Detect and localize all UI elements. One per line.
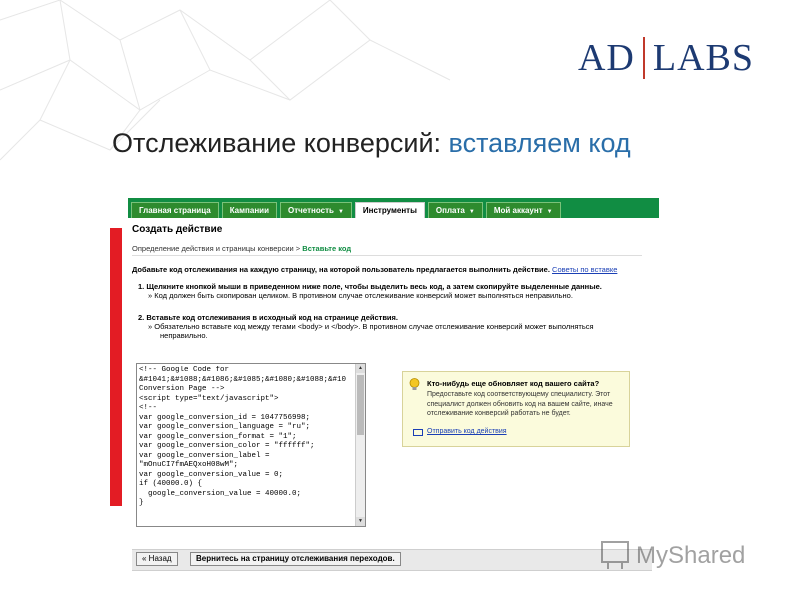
tab-my-account[interactable]: Мой аккаунт ▼ bbox=[486, 202, 561, 218]
scrollbar[interactable] bbox=[355, 364, 365, 526]
intro-text: Добавьте код отслеживания на каждую страницу, на которой пользователь предлагается выполнить действие. Советы по вставке bbox=[132, 265, 618, 274]
adwords-screenshot bbox=[110, 198, 650, 578]
tab-home[interactable]: Главная страница bbox=[131, 202, 219, 218]
chevron-down-icon: ▼ bbox=[546, 209, 553, 215]
step-2 bbox=[138, 313, 594, 340]
scroll-up-icon[interactable]: ▲ bbox=[356, 364, 365, 373]
breadcrumb-current: Вставьте код bbox=[302, 244, 352, 253]
slide-title-main: Отслеживание конверсий: bbox=[112, 128, 442, 158]
envelope-icon bbox=[413, 429, 423, 436]
scroll-down-icon[interactable]: ▼ bbox=[356, 517, 365, 526]
page-title: Создать действие bbox=[132, 224, 223, 235]
scroll-thumb[interactable] bbox=[357, 375, 364, 435]
slide-title bbox=[112, 128, 631, 159]
return-button[interactable]: Вернитесь на страницу отслеживания переходов. bbox=[190, 552, 401, 566]
code-textarea[interactable] bbox=[136, 363, 366, 527]
tracking-code[interactable]: <!-- Google Code for &#1041;&#1088;&#1086;&#1085;&#1080;&#1088;&#10 Conversion Page --> <script type="text/javascript"> <!-- var google_conversion_id = 1047756998; var google_conversion_language = "ru"; var google_conversion_format = "1"; var google_conversion_color = "ffffff"; var google_conversion_label = "mOnuCI7fmAEQxoH08wM"; var google_conversion_value = 0; if (40000.0) { google_conversion_value = 40000.0; } bbox=[139, 366, 347, 507]
step-1-heading: 1. Щелкните кнопкой мыши в приведенном ниже поле, чтобы выделить весь код, а затем скопируйте выделенные данные. bbox=[138, 282, 602, 291]
divider bbox=[132, 255, 642, 256]
tip-text: Предоставьте код соответствующему специалисту. Этот специалист должен обновить код на вашем сайте, иначе отслеживание конверсий работать не будет. bbox=[427, 391, 613, 417]
lightbulb-icon bbox=[409, 378, 420, 392]
tab-campaigns[interactable]: Кампании bbox=[222, 202, 277, 218]
adlabs-logo bbox=[578, 36, 754, 80]
logo-divider bbox=[643, 37, 645, 79]
top-nav bbox=[128, 198, 659, 218]
step-1 bbox=[138, 282, 602, 300]
tips-link[interactable]: Советы по вставке bbox=[552, 265, 618, 274]
logo-right: LABS bbox=[652, 37, 754, 79]
step-1-note: » Код должен быть скопирован целиком. В противном случае отслеживание конверсий может выполняться неправильно. bbox=[148, 291, 573, 300]
chevron-down-icon: ▼ bbox=[337, 209, 344, 215]
step-2-note: » Обязательно вставьте код между тегами <body> и </body>. В противном случае отслеживание конверсий может выполняться bbox=[148, 322, 594, 331]
highlight-bar bbox=[110, 228, 122, 506]
tip-box bbox=[402, 371, 630, 447]
breadcrumb-step1[interactable]: Определение действия и страницы конверсии bbox=[132, 244, 294, 253]
breadcrumb bbox=[132, 244, 351, 253]
tip-title: Кто-нибудь еще обновляет код вашего сайта? bbox=[427, 379, 600, 388]
step-2-heading: 2. Вставьте код отслеживания в исходный код на странице действия. bbox=[138, 313, 399, 322]
send-code-link[interactable]: Отправить код действия bbox=[427, 428, 507, 435]
tab-tools[interactable]: Инструменты bbox=[355, 202, 425, 218]
myshared-watermark bbox=[600, 536, 760, 572]
chevron-down-icon: ▼ bbox=[468, 209, 475, 215]
svg-text:MyShared: MyShared bbox=[636, 542, 746, 569]
breadcrumb-separator: > bbox=[295, 244, 301, 253]
tab-reports[interactable]: Отчетность ▼ bbox=[280, 202, 352, 218]
back-button[interactable]: « Назад bbox=[136, 552, 178, 566]
step-2-note-cont: неправильно. bbox=[160, 331, 208, 340]
bottom-toolbar bbox=[132, 549, 652, 571]
logo-left: AD bbox=[577, 37, 635, 79]
slide-title-accent: вставляем код bbox=[448, 128, 631, 158]
tab-billing[interactable]: Оплата ▼ bbox=[428, 202, 483, 218]
